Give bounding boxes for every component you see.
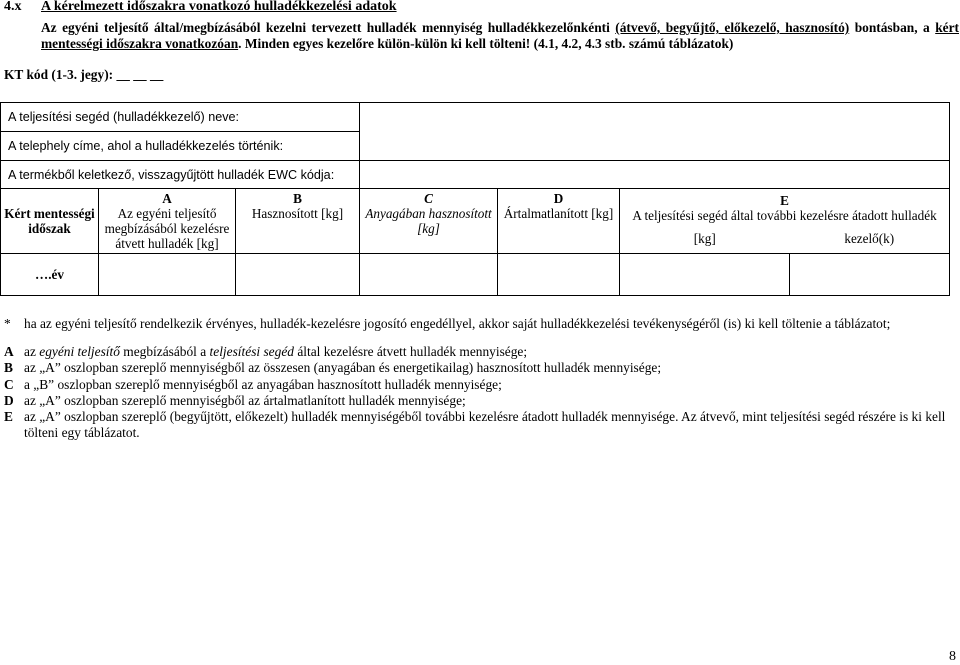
header-col-b [236,189,360,254]
intro-underlined-period: kért mentességi időszakra vonatkozóan [41,20,959,51]
kt-code-label: KT kód (1-3. jegy): [4,67,114,82]
note-c [4,377,959,393]
intro-underlined-roles: (átvevő, begyűjtő, előkezelő, hasznosító) [615,20,850,35]
note-a-mid: megbízásából a [119,344,210,360]
intro-text-2: bontásban, a [849,20,936,35]
cell-e-kezelo[interactable] [790,254,950,296]
note-a-italic-1: egyéni teljesítő [39,344,120,360]
header-col-e [620,189,950,224]
note-c-key: C [4,376,14,392]
note-e [4,409,959,441]
header-period: Kért mentességi időszak [1,189,99,254]
note-b-text: az „A” oszlopban szereplő mennyiségből az összesen (anyagában és energetikailag) hasznosított hulladék mennyisége; [24,360,662,376]
note-e-text: az „A” oszlopban szereplő (begyűjtött, előkezelt) hulladék mennyiségéből további kezelésre átadott hulladék mennyisége. Az átvevő, mint teljesítési segéd részére is ki kell tölteni egy táblázatot. [24,409,946,441]
header-col-c [360,189,498,254]
header-col-e-kezelo: kezelő(k) [790,224,950,254]
note-d-text: az „A” oszlopban szereplő mennyiségből az ártalmatlanított hulladék mennyisége; [24,392,466,408]
note-c-text: a „B” oszlopban szereplő mennyiségből az anyagában hasznosított hulladék mennyisége; [24,376,502,392]
col-a-letter: A [162,191,172,206]
col-a-text: Az egyéni teljesítő megbízásából kezelésre átvett hulladék [kg] [104,206,230,251]
form-label-telephely: A telephely címe, ahol a hulladékkezelés történik: [1,132,360,161]
cell-c[interactable] [360,254,498,296]
cell-a[interactable] [99,254,236,296]
header-col-a [99,189,236,254]
row-year-label: ….év [1,254,99,296]
form-label-segéd-name: A teljesítési segéd (hulladékkezelő) neve: [1,103,360,132]
col-c-letter: C [424,191,433,206]
header-col-e-kg: [kg] [620,224,790,254]
intro-text-1: Az egyéni teljesítő által/megbízásából kezelni tervezett hulladék mennyiség hulladékkezelőnkénti [41,20,616,35]
note-star-key: * [4,316,11,331]
note-a [4,344,959,360]
note-d-key: D [4,392,14,408]
notes [4,316,959,441]
note-e-key: E [4,409,13,425]
note-b-key: B [4,360,13,376]
note-a-pre: az [24,344,40,360]
note-a-key: A [4,344,14,360]
col-e-letter: E [780,193,789,209]
note-star-text: ha az egyéni teljesítő rendelkezik érvényes, hulladék-kezelésre jogosító engedéllyel, akkor saját hulladékkezelési tevékenységéről (is) ki kell töltenie a táblázatot; [24,316,891,331]
intro-text-3: . Minden egyes kezelőre külön-külön ki kell tölteni! (4.1, 4.2, 4.3 stb. számú táblázatok) [238,36,734,51]
note-star [4,316,959,332]
col-d-text: Ártalmatlanított [kg] [503,206,614,221]
col-d-letter: D [553,191,564,206]
note-a-post: által kezelésre átvett hulladék mennyisége; [293,344,528,360]
form-value-ewc[interactable] [360,161,950,189]
section-title: A kérelmezett időszakra vonatkozó hulladékkezelési adatok [41,0,397,14]
waste-data-table [0,102,950,296]
cell-e-kg[interactable] [620,254,790,296]
note-a-italic-2: teljesítési segéd [209,344,294,360]
note-d [4,393,959,409]
kt-code-blank[interactable]: __ __ __ [116,67,164,82]
cell-b[interactable] [236,254,360,296]
form-value-segéd-telephely[interactable] [360,103,950,161]
page-number: 8 [949,649,956,664]
col-c-text: Anyagában hasznosított [kg] [365,206,492,236]
section-number: 4.x [4,0,22,14]
col-b-text: Hasznosított [kg] [251,206,344,221]
kt-code-line [4,67,163,83]
intro-paragraph [41,20,959,52]
header-col-d [498,189,620,254]
col-e-text: A teljesítési segéd által további kezelésre átadott hulladék [632,208,937,224]
note-b [4,360,959,376]
cell-d[interactable] [498,254,620,296]
col-b-letter: B [293,191,302,206]
form-label-ewc: A termékből keletkező, visszagyűjtött hulladék EWC kódja: [1,161,360,189]
